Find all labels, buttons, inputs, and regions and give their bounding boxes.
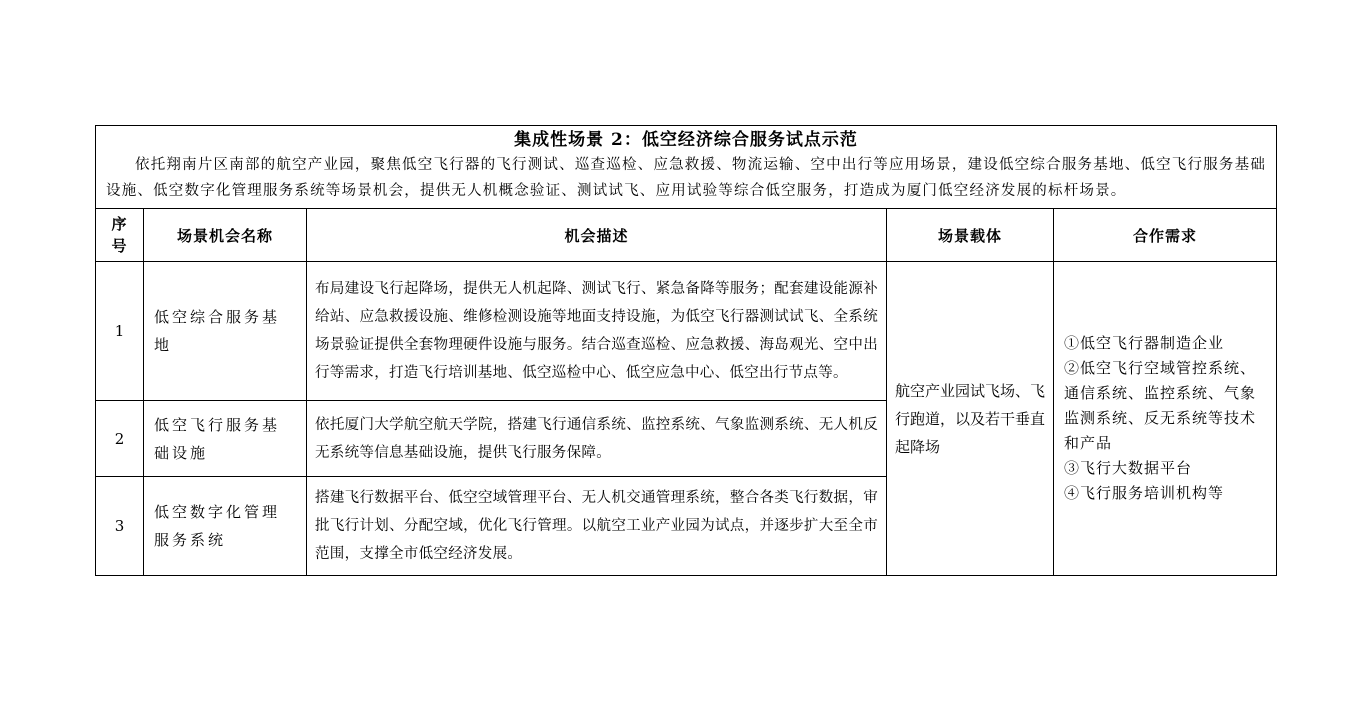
row-seq: 3 <box>96 477 144 576</box>
row-seq: 1 <box>96 262 144 401</box>
needs-cell <box>1054 262 1277 576</box>
row-name: 低空综合服务基地 <box>144 262 307 401</box>
scenario-table <box>95 125 1277 576</box>
header-desc: 机会描述 <box>307 209 887 262</box>
row-desc: 依托厦门大学航空航天学院，搭建飞行通信系统、监控系统、气象监测系统、无人机反无系统等信息基础设施，提供飞行服务保障。 <box>307 401 887 477</box>
header-carrier: 场景载体 <box>887 209 1054 262</box>
scenario-title: 集成性场景 2：低空经济综合服务试点示范 <box>514 130 858 150</box>
header-seq-line2: 号 <box>111 237 128 255</box>
title-row <box>96 126 1277 209</box>
carrier-cell: 航空产业园试飞场、飞行跑道，以及若干垂直起降场 <box>887 262 1054 576</box>
row-desc: 搭建飞行数据平台、低空空域管理平台、无人机交通管理系统，整合各类飞行数据，审批飞行计划、分配空域，优化飞行管理。以航空工业产业园为试点，并逐步扩大至全市范围，支撑全市低空经济发展。 <box>307 477 887 576</box>
needs-item: ①低空飞行器制造企业 <box>1064 334 1225 352</box>
row-desc: 布局建设飞行起降场，提供无人机起降、测试飞行、紧急备降等服务；配套建设能源补给站、应急救援设施、维修检测设施等地面支持设施，为低空飞行器测试试飞、全系统场景验证提供全套物理硬件设施与服务。结合巡查巡检、应急救援、海岛观光、空中出行等需求，打造飞行培训基地、低空巡检中心、低空应急中心、低空出行节点等。 <box>307 262 887 401</box>
row-name: 低空数字化管理服务系统 <box>144 477 307 576</box>
table-row <box>96 262 1277 401</box>
title-cell <box>96 126 1277 209</box>
needs-item: ②低空飞行空域管控系统、通信系统、监控系统、气象监测系统、反无系统等技术和产品 <box>1064 359 1257 452</box>
row-name: 低空飞行服务基础设施 <box>144 401 307 477</box>
header-needs: 合作需求 <box>1054 209 1277 262</box>
needs-item: ③飞行大数据平台 <box>1064 459 1193 477</box>
header-seq <box>96 209 144 262</box>
header-name: 场景机会名称 <box>144 209 307 262</box>
header-row <box>96 209 1277 262</box>
row-seq: 2 <box>96 401 144 477</box>
needs-item: ④飞行服务培训机构等 <box>1064 484 1225 502</box>
scenario-intro: 依托翔南片区南部的航空产业园，聚焦低空飞行器的飞行测试、巡查巡检、应急救援、物流运输、空中出行等应用场景，建设低空综合服务基地、低空飞行服务基础设施、低空数字化管理服务系统等场景机会，提供无人机概念验证、测试试飞、应用试验等综合低空服务，打造成为厦门低空经济发展的标杆场景。 <box>106 157 1267 199</box>
header-seq-line1: 序 <box>111 215 128 233</box>
